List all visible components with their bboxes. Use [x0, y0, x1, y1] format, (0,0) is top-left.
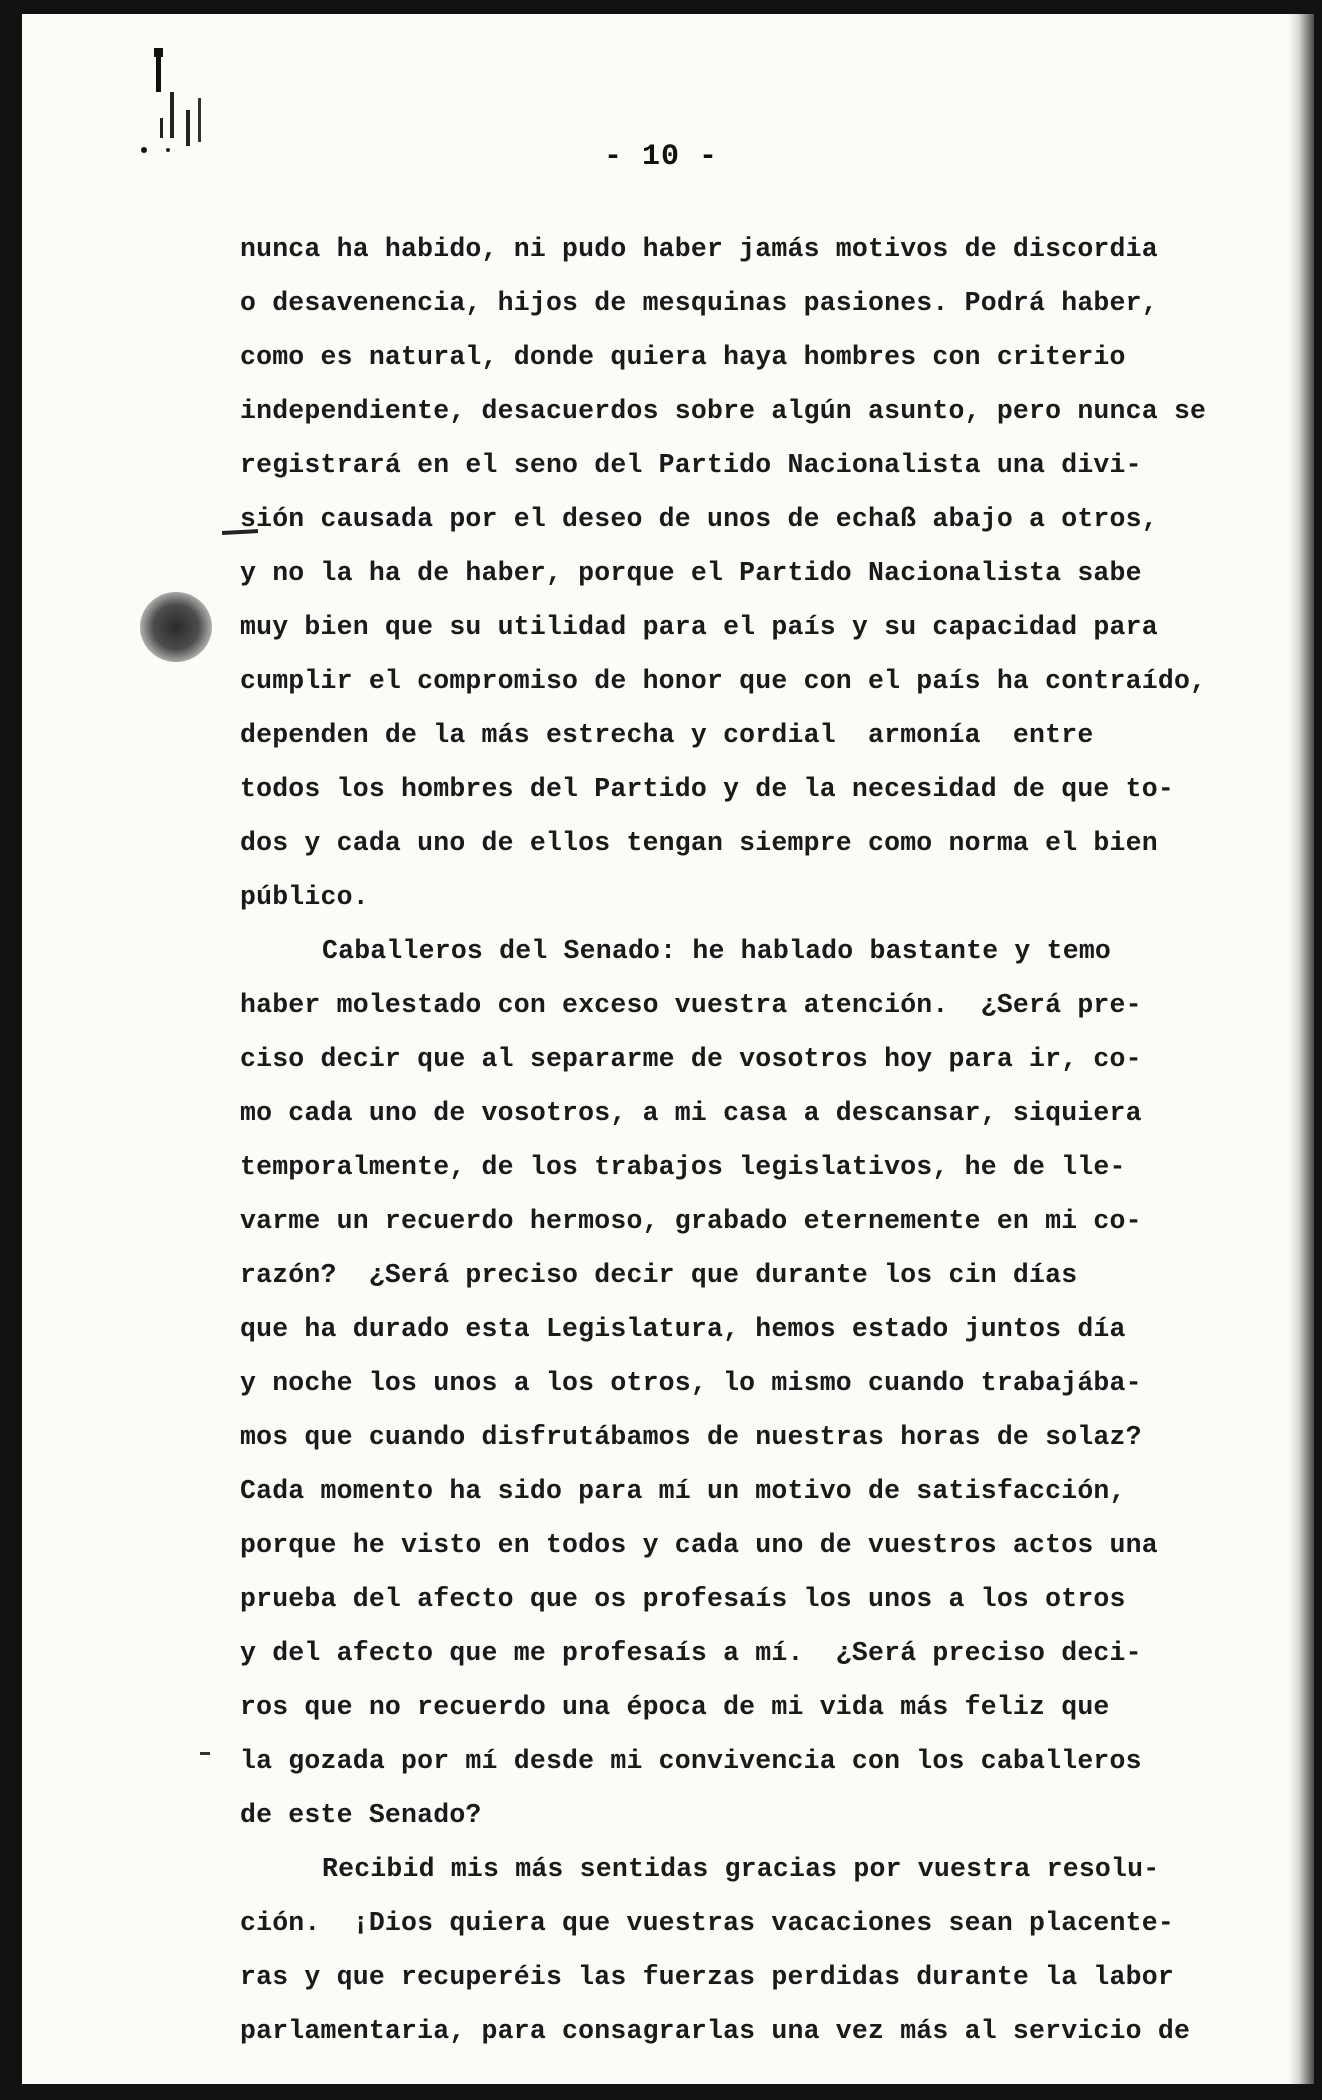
text-line: mos que cuando disfrutábamos de nuestras horas de solaz? [240, 1422, 1142, 1452]
text-line: y del afecto que me profesaís a mí. ¿Será preciso deci- [240, 1638, 1142, 1668]
text-line: ciso decir que al separarme de vosotros hoy para ir, co- [240, 1044, 1142, 1074]
text-line: razón? ¿Será preciso decir que durante los cin días [240, 1260, 1078, 1290]
page-number: - 10 - [603, 140, 719, 174]
text-line: y no la ha de haber, porque el Partido Nacionalista sabe [240, 558, 1142, 588]
text-line: registrará en el seno del Partido Nacionalista una divi- [240, 450, 1142, 480]
text-line: y noche los unos a los otros, lo mismo cuando trabajába- [240, 1368, 1142, 1398]
text-line: cumplir el compromiso de honor que con el país ha contraído, [240, 666, 1207, 696]
text-line: parlamentaria, para consagrarlas una vez más al servicio de [240, 2016, 1191, 2046]
text-line: independiente, desacuerdos sobre algún asunto, pero nunca se [240, 396, 1207, 426]
body-text [240, 222, 1240, 2058]
text-line: porque he visto en todos y cada uno de vuestros actos una [240, 1530, 1158, 1560]
text-line: ción. ¡Dios quiera que vuestras vacaciones sean placente- [240, 1908, 1174, 1938]
text-line: nunca ha habido, ni pudo haber jamás motivos de discordia [240, 234, 1158, 264]
text-line: todos los hombres del Partido y de la necesidad de que to- [240, 774, 1174, 804]
text-line: temporalmente, de los trabajos legislativos, he de lle- [240, 1152, 1126, 1182]
paragraph-start: Recibid mis más sentidas gracias por vuestra resolu- [322, 1854, 1160, 1884]
page-edge-shadow [1288, 14, 1314, 2084]
margin-dash [200, 1752, 210, 1755]
text-line: dependen de la más estrecha y cordial armonía entre [240, 720, 1094, 750]
text-line: haber molestado con exceso vuestra atención. ¿Será pre- [240, 990, 1142, 1020]
text-line: prueba del afecto que os profesaís los unos a los otros [240, 1584, 1126, 1614]
text-line: que ha durado esta Legislatura, hemos estado juntos día [240, 1314, 1126, 1344]
text-line: ros que no recuerdo una época de mi vida más feliz que [240, 1692, 1110, 1722]
text-line: mo cada uno de vosotros, a mi casa a descansar, siquiera [240, 1098, 1142, 1128]
text-line: público. [240, 882, 369, 912]
text-line: como es natural, donde quiera haya hombres con criterio [240, 342, 1126, 372]
text-line: Cada momento ha sido para mí un motivo de satisfacción, [240, 1476, 1126, 1506]
text-line: sión causada por el deseo de unos de echaß abajo a otros, [240, 504, 1158, 534]
paragraph-start: Caballeros del Senado: he hablado bastante y temo [322, 936, 1112, 966]
text-line: varme un recuerdo hermoso, grabado eternemente en mi co- [240, 1206, 1142, 1236]
ink-blot [140, 592, 212, 662]
text-line: de este Senado? [240, 1800, 482, 1830]
text-line: la gozada por mí desde mi convivencia con los caballeros [240, 1746, 1142, 1776]
text-line: dos y cada uno de ellos tengan siempre como norma el bien [240, 828, 1158, 858]
text-line: ras y que recuperéis las fuerzas perdidas durante la labor [240, 1962, 1174, 1992]
text-line: muy bien que su utilidad para el país y su capacidad para [240, 612, 1158, 642]
text-line: o desavenencia, hijos de mesquinas pasiones. Podrá haber, [240, 288, 1158, 318]
